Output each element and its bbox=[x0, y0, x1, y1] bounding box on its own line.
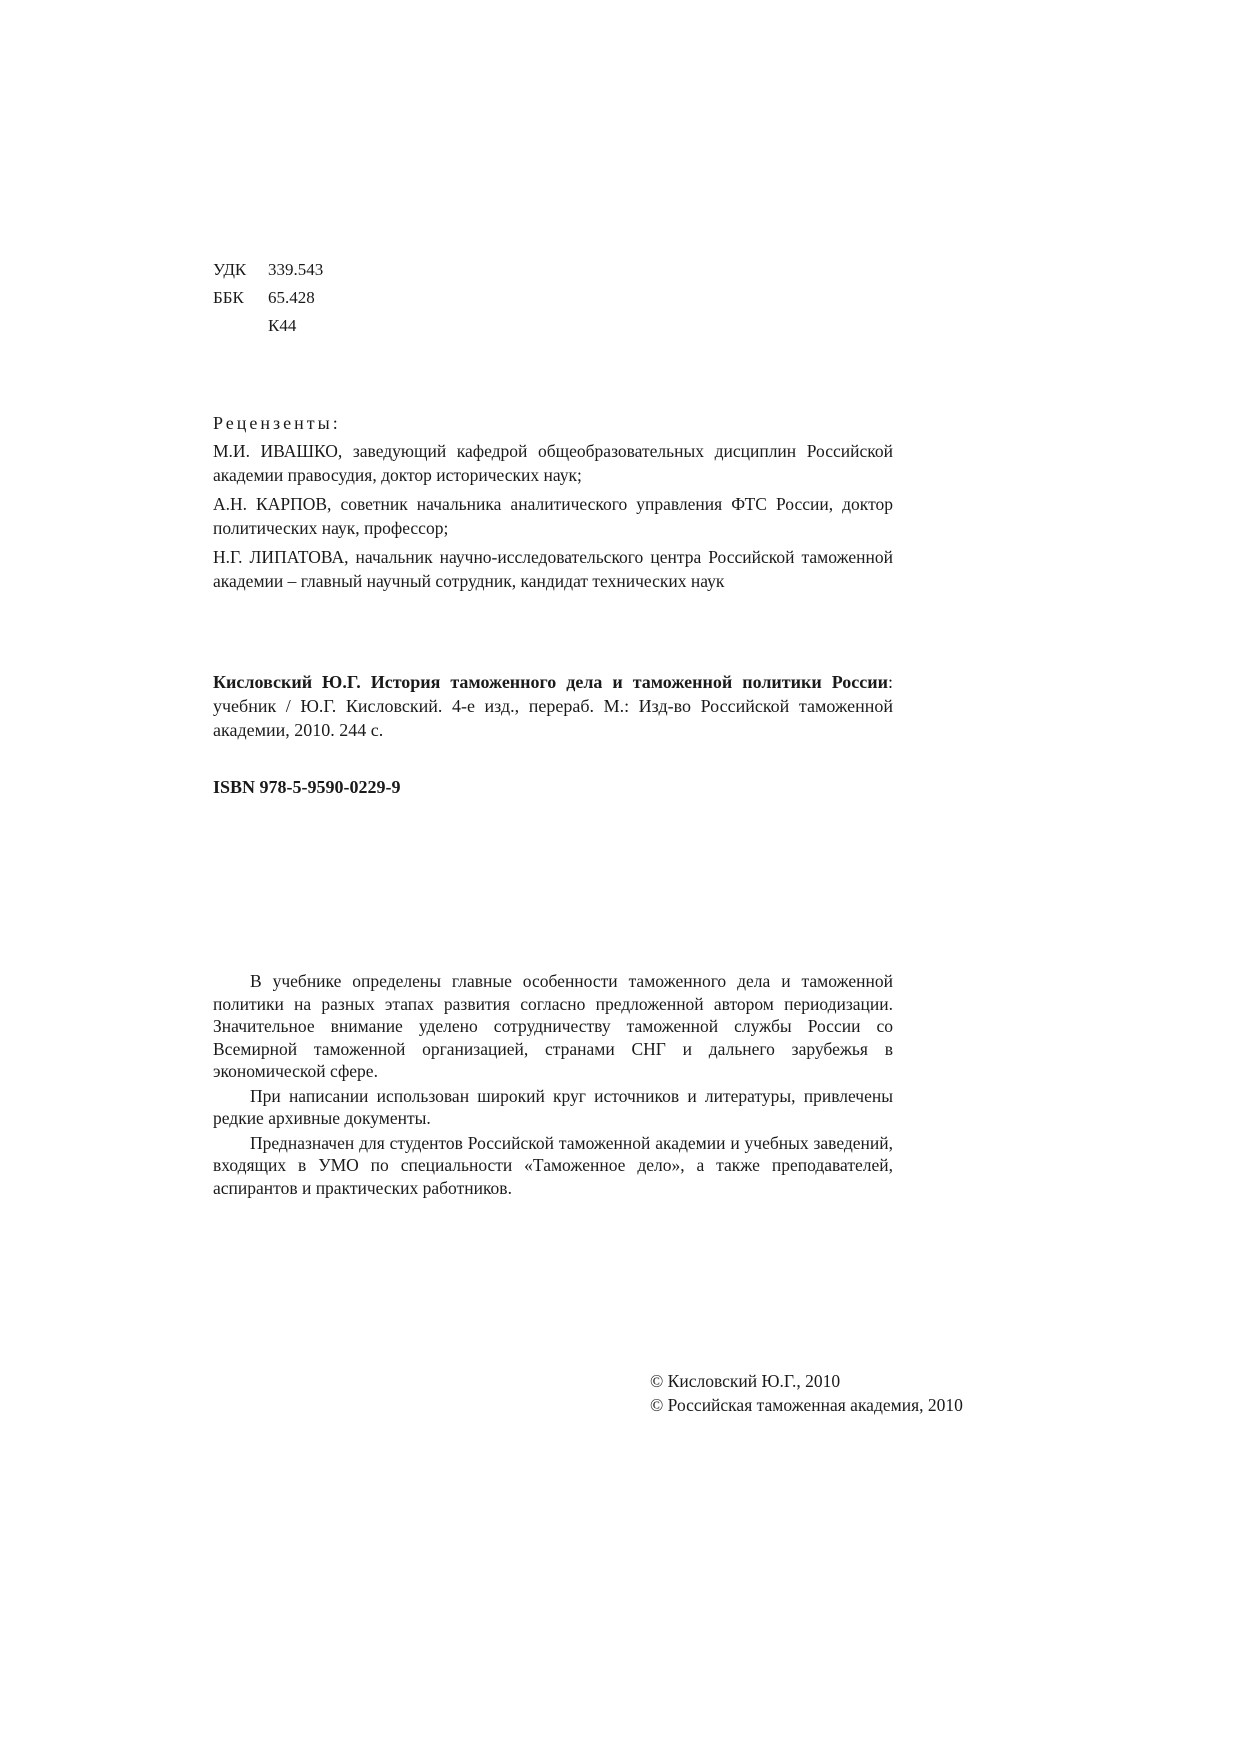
reviewer-karpov: А.Н. КАРПОВ, советник начальника аналитического управления ФТС России, доктор политических наук, профессор; bbox=[213, 494, 893, 538]
copyright-publisher: © Российская таможенная академия, 2010 bbox=[650, 1395, 963, 1415]
udc-label: УДК bbox=[213, 260, 247, 279]
abstract-paragraph: Предназначен для студентов Российской таможенной академии и учебных заведений, входящих в УМО по специальности «Таможенное дело», а также преподавателей, аспирантов и практических работников. bbox=[213, 1132, 893, 1198]
imprint-page bbox=[213, 0, 963, 1754]
classification-codes bbox=[213, 256, 323, 340]
reviewers-heading: Рецензенты: bbox=[213, 413, 341, 433]
reviewer-lipatova: Н.Г. ЛИПАТОВА, начальник научно-исследовательского центра Российской таможенной академии – главный научный сотрудник, кандидат технических наук bbox=[213, 547, 893, 591]
abstract bbox=[213, 970, 893, 1201]
author-mark-row bbox=[213, 312, 323, 340]
author-mark-label bbox=[213, 312, 268, 340]
bbk-value: 65.428 bbox=[268, 288, 315, 307]
reviewers-section bbox=[213, 411, 893, 598]
udc-value: 339.543 bbox=[268, 260, 324, 279]
abstract-paragraph: В учебнике определены главные особенности таможенного дела и таможенной политики на разных этапах развития согласно предложенной автором периодизации. Значительное внимание уделено сотрудничеству таможенной службы России со Всемирной таможенной организацией, странами СНГ и дальнего зарубежья в экономической сфере. bbox=[213, 971, 893, 1081]
reviewer-ivashko: М.И. ИВАШКО, заведующий кафедрой общеобразовательных дисциплин Российской академии правосудия, доктор исторических наук; bbox=[213, 441, 893, 485]
bbk-row bbox=[213, 284, 323, 312]
bbk-label: ББК bbox=[213, 288, 244, 307]
copyright-author: © Кисловский Ю.Г., 2010 bbox=[650, 1371, 841, 1391]
abstract-paragraph: При написании использован широкий круг источников и литературы, привлечены редкие архивные документы. bbox=[213, 1085, 893, 1128]
citation-title: Кисловский Ю.Г. История таможенного дела и таможенной политики России bbox=[213, 672, 888, 692]
copyright-block bbox=[650, 1369, 963, 1417]
isbn: ISBN 978-5-9590-0229-9 bbox=[213, 777, 401, 797]
citation-details: : учебник / Ю.Г. Кисловский. 4-е изд., перераб. М.: Изд-во Российской таможенной академии, 2010. 244 с. bbox=[213, 672, 893, 740]
udc-row bbox=[213, 256, 323, 284]
bibliographic-citation bbox=[213, 670, 893, 742]
author-mark-value: К44 bbox=[268, 316, 297, 335]
